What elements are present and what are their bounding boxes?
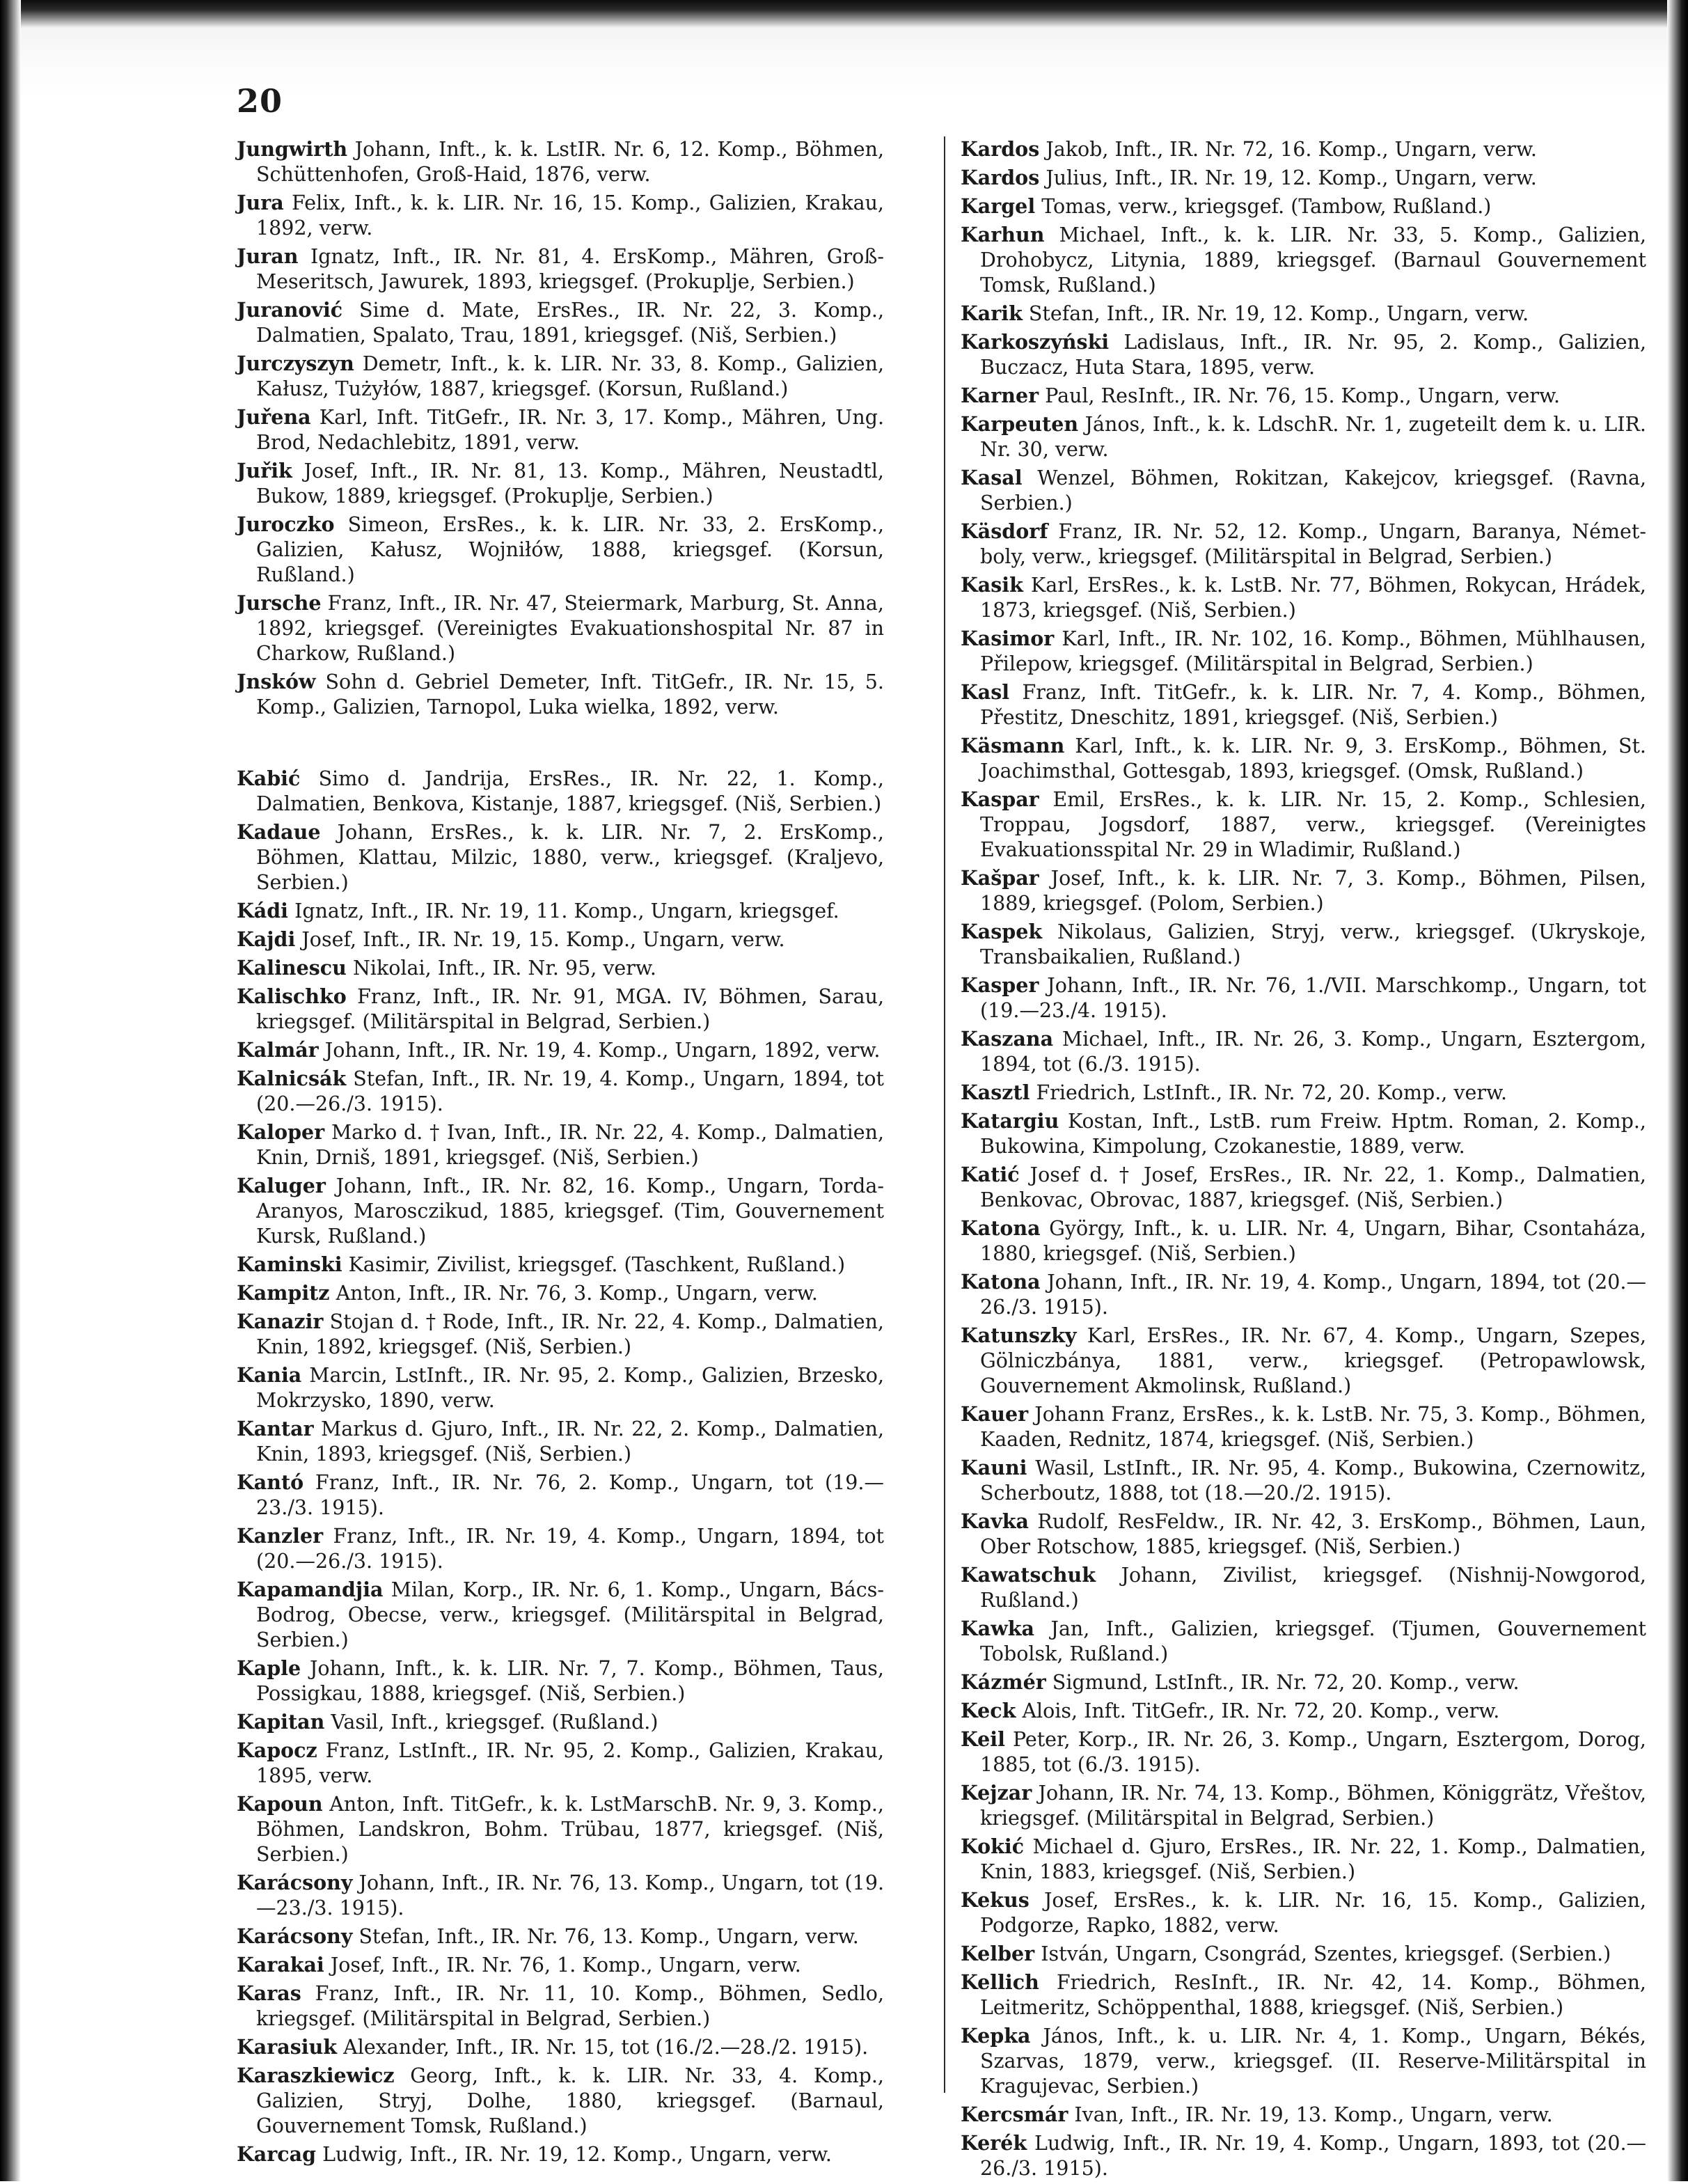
entry-details: Marcin, LstInft., IR. Nr. 95, 2. Komp., Galizien, Brzesko, Mokrzysko, 1890, verw. — [256, 1364, 884, 1412]
entry-details: Stojan d. † Rode, Inft., IR. Nr. 22, 4. Komp., Dalmatien, Knin, 1892, kriegsgef. (Niš, Serbien.) — [256, 1310, 884, 1358]
register-entry — [237, 297, 884, 348]
entry-surname: Kardos — [961, 166, 1040, 189]
entry-details: Wenzel, Böhmen, Rokitzan, Kakejcov, kriegsgef. (Ravna, Serbien.) — [980, 466, 1646, 514]
register-entry — [961, 1455, 1646, 1506]
register-entry — [961, 865, 1646, 916]
entry-details: Johann, Zivilist, kriegsgef. (Nishnij-Nowgorod, Rußland.) — [980, 1564, 1646, 1612]
entry-details: Sime d. Mate, ErsRes., IR. Nr. 22, 3. Komp., Dalmatien, Spalato, Trau, 1891, kriegsgef. (Niš, Serbien.) — [256, 299, 885, 347]
entry-surname: Karácsony — [237, 1871, 353, 1894]
register-entry — [237, 766, 884, 817]
register-entry — [961, 301, 1646, 327]
entry-details: Anton, Inft., IR. Nr. 76, 3. Komp., Ungarn, verw. — [336, 1282, 818, 1305]
entry-surname: Katunszky — [961, 1323, 1077, 1347]
register-entry — [237, 1924, 884, 1949]
entry-details: Karl, Inft., IR. Nr. 102, 16. Komp., Böhmen, Mühlhausen, Přilepow, kriegsgef. (Militärspital in Belgrad, Serbien.) — [980, 627, 1646, 675]
register-entry — [961, 329, 1646, 380]
register-entry — [237, 2142, 884, 2167]
entry-surname: Kalmár — [237, 1038, 319, 1062]
entry-surname: Kanazir — [237, 1310, 324, 1333]
register-entry — [961, 572, 1646, 623]
register-entry — [237, 1870, 884, 1921]
register-entry — [237, 1656, 884, 1706]
register-entry — [237, 819, 884, 895]
entry-details: Stefan, Inft., IR. Nr. 19, 4. Komp., Ungarn, 1894, tot (20.—26./3. 1915). — [256, 1067, 884, 1115]
entry-details: Stefan, Inft., IR. Nr. 19, 12. Komp., Ungarn, verw. — [1028, 302, 1529, 325]
register-entry — [237, 1066, 884, 1117]
entry-surname: Kázmér — [961, 1670, 1046, 1694]
entry-details: Johann, IR. Nr. 74, 13. Komp., Böhmen, Königgrätz, Vřeštov, kriegsgef. (Militärspital in Belgrad, Serbien.) — [980, 1782, 1647, 1830]
entry-surname: Kasl — [961, 680, 1010, 704]
register-entry — [961, 1616, 1646, 1667]
register-entry — [961, 2102, 1646, 2128]
register-entry — [961, 1887, 1646, 1938]
entry-surname: Karakai — [237, 1953, 324, 1977]
register-entry — [237, 984, 884, 1035]
entry-surname: Kania — [237, 1363, 302, 1387]
register-entry — [237, 927, 884, 952]
entry-surname: Kasztl — [961, 1081, 1030, 1104]
entry-surname: Kekus — [961, 1888, 1030, 1912]
register-entry — [237, 1791, 884, 1867]
entry-surname: Kaloper — [237, 1120, 325, 1144]
entry-surname: Kašpar — [961, 866, 1039, 890]
entry-details: Karl, ErsRes., IR. Nr. 67, 4. Komp., Ungarn, Szepes, Gölniczbánya, 1881, verw., kriegsgef. (Petropawlowsk, Gouvernement Akmolinsk, Rußland.) — [980, 1324, 1646, 1397]
entry-surname: Käsdorf — [961, 519, 1048, 543]
entry-surname: Käsmann — [961, 734, 1065, 757]
register-entry — [237, 1252, 884, 1278]
entry-surname: Kaszana — [961, 1027, 1054, 1051]
register-entry — [237, 1173, 884, 1249]
register-entry — [961, 626, 1646, 677]
entry-details: Ludwig, Inft., IR. Nr. 19, 12. Komp., Ungarn, verw. — [322, 2143, 832, 2166]
entry-details: Julius, Inft., IR. Nr. 19, 12. Komp., Ungarn, verw. — [1046, 166, 1537, 189]
entry-details: Ignatz, Inft., IR. Nr. 19, 11. Komp., Ungarn, kriegsgef. — [294, 899, 839, 922]
entry-surname: Kauer — [961, 1402, 1029, 1426]
register-entry — [961, 1269, 1646, 1320]
entry-details: Jakob, Inft., IR. Nr. 72, 16. Komp., Ungarn, verw. — [1046, 138, 1537, 161]
entry-details: Kostan, Inft., LstB. rum Freiw. Hptm. Roman, 2. Komp., Bukowina, Kimpolung, Czokanestie, 1889, verw. — [980, 1110, 1646, 1158]
entry-details: Franz, Inft., IR. Nr. 19, 4. Komp., Ungarn, 1894, tot (20.—26./3. 1915). — [256, 1525, 885, 1573]
entry-details: Johann, Inft., k. k. LstIR. Nr. 6, 12. Komp., Böhmen, Schüttenhofen, Groß-Haid, 1876, verw. — [256, 138, 885, 186]
register-entry — [237, 1280, 884, 1306]
entry-surname: Kaspek — [961, 920, 1043, 943]
entry-surname: Kardos — [961, 137, 1040, 161]
register-entry — [961, 411, 1646, 462]
register-entry — [237, 1738, 884, 1789]
register-entry — [961, 973, 1646, 1023]
entry-details: Sohn d. Gebriel Demeter, Inft. TitGefr., IR. Nr. 15, 5. Komp., Galizien, Tarnopol, Luka wielka, 1892, verw. — [256, 670, 884, 718]
entry-details: Franz, IR. Nr. 52, 12. Komp., Ungarn, Baranya, Német-boly, verw., kriegsgef. (Militärspital in Belgrad, Serbien.) — [980, 520, 1647, 568]
entry-details: Milan, Korp., IR. Nr. 6, 1. Komp., Ungarn, Bács-Bodrog, Obecse, verw., kriegsgef. (Militärspital in Belgrad, Serbien.) — [256, 1578, 884, 1651]
entry-surname: Kaspar — [961, 787, 1039, 811]
entry-details: Franz, Inft., IR. Nr. 76, 2. Komp., Ungarn, tot (19.—23./3. 1915). — [256, 1471, 884, 1519]
entry-details: Friedrich, ResInft., IR. Nr. 42, 14. Komp., Böhmen, Leitmeritz, Schöppenthal, 1888, kriegsgef. (Niš, Serbien.) — [980, 1971, 1646, 2019]
entry-surname: Kejzar — [961, 1781, 1032, 1805]
register-entry — [237, 898, 884, 924]
entry-surname: Kádi — [237, 899, 288, 922]
register-entry — [961, 2130, 1646, 2181]
entry-surname: Kaluger — [237, 1174, 326, 1197]
entry-surname: Kantar — [237, 1417, 314, 1440]
entry-details: Johann, ErsRes., k. k. LIR. Nr. 7, 2. ErsKomp., Böhmen, Klattau, Milzic, 1880, verw., kriegsgef. (Kraljevo, Serbien.) — [256, 821, 884, 894]
entry-details: Franz, Inft., IR. Nr. 91, MGA. IV, Böhmen, Sarau, kriegsgef. (Militärspital in Belgrad, Serbien.) — [256, 985, 885, 1033]
entry-details: Johann Franz, ErsRes., k. k. LstB. Nr. 75, 3. Komp., Böhmen, Kaaden, Rednitz, 1874, kriegsgef. (Niš, Serbien.) — [980, 1403, 1647, 1451]
register-entry — [237, 404, 884, 455]
entry-details: Michael d. Gjuro, ErsRes., IR. Nr. 22, 1. Komp., Dalmatien, Knin, 1883, kriegsgef. (Niš, Serbien.) — [980, 1835, 1646, 1883]
entries-right-list — [961, 136, 1646, 2181]
entry-details: Franz, Inft., IR. Nr. 11, 10. Komp., Böhmen, Sedlo, kriegsgef. (Militärspital in Belgrad, Serbien.) — [256, 1982, 884, 2030]
register-entry — [961, 1026, 1646, 1077]
entry-surname: Kapitan — [237, 1710, 325, 1734]
register-entry — [237, 190, 884, 241]
entry-surname: Kepka — [961, 2024, 1031, 2048]
register-entry — [961, 1970, 1646, 2020]
register-entry — [237, 1523, 884, 1574]
entry-surname: Kapoun — [237, 1792, 323, 1816]
entry-details: Karl, ErsRes., k. k. LstB. Nr. 77, Böhmen, Rokycan, Hrádek, 1873, kriegsgef. (Niš, Serbien.) — [980, 574, 1646, 622]
register-entry — [237, 1577, 884, 1653]
entry-details: Georg, Inft., k. k. LIR. Nr. 33, 4. Komp., Galizien, Stryj, Dolhe, 1880, kriegsgef. (Barnaul, Gouvernement Tomsk, Rußland.) — [256, 2064, 884, 2137]
entry-surname: Karner — [961, 384, 1039, 407]
register-entry — [961, 1162, 1646, 1213]
register-entry — [237, 1470, 884, 1521]
register-entry — [237, 1981, 884, 2032]
entry-details: Josef, Inft., IR. Nr. 81, 13. Komp., Mähren, Neustadtl, Bukow, 1889, kriegsgef. (Prokuplje, Serbien.) — [256, 459, 884, 508]
entry-details: Johann, Inft., IR. Nr. 82, 16. Komp., Ungarn, Torda-Aranyos, Marosczikud, 1885, kriegsgef. (Tim, Gouvernement Kursk, Rußland.) — [256, 1175, 884, 1248]
entry-details: Nikolai, Inft., IR. Nr. 95, verw. — [352, 957, 656, 980]
entry-surname: Jungwirth — [237, 137, 348, 161]
entry-surname: Kampitz — [237, 1281, 330, 1305]
entry-details: Paul, ResInft., IR. Nr. 76, 15. Komp., Ungarn, verw. — [1045, 384, 1561, 407]
register-entry — [961, 733, 1646, 784]
entry-surname: Kasimor — [961, 627, 1055, 650]
entry-surname: Kawka — [961, 1617, 1034, 1640]
entry-surname: Keck — [961, 1699, 1016, 1722]
register-entry — [237, 512, 884, 588]
entry-surname: Juroczko — [237, 512, 335, 536]
entry-surname: Kavka — [961, 1509, 1030, 1533]
entry-details: Stefan, Inft., IR. Nr. 76, 13. Komp., Ungarn, verw. — [358, 1925, 859, 1948]
entry-details: Alois, Inft. TitGefr., IR. Nr. 72, 20. Komp., verw. — [1022, 1699, 1500, 1722]
entry-details: Friedrich, LstInft., IR. Nr. 72, 20. Komp., verw. — [1036, 1081, 1508, 1104]
entry-surname: Katić — [961, 1163, 1020, 1186]
register-entry — [961, 1670, 1646, 1695]
entry-details: János, Inft., k. u. LIR. Nr. 4, 1. Komp., Ungarn, Békés, Szarvas, 1879, verw., kriegsgef. (II. Reserve-Militärspital in Kragujevac, Serbien.) — [980, 2025, 1646, 2098]
entry-surname: Karcag — [237, 2142, 316, 2166]
register-entry — [237, 458, 884, 509]
entry-details: Simo d. Jandrija, ErsRes., IR. Nr. 22, 1. Komp., Dalmatien, Benkova, Kistanje, 1887, kriegsgef. (Niš, Serbien.) — [256, 767, 884, 815]
column-divider — [944, 136, 945, 2093]
scan-shadow-right — [1667, 0, 1688, 2181]
entry-surname: Jura — [237, 191, 284, 214]
entry-surname: Karhun — [961, 223, 1045, 246]
entry-surname: Kellich — [961, 1970, 1039, 1994]
register-entry — [961, 1401, 1646, 1452]
entry-surname: Karácsony — [237, 1924, 353, 1948]
register-entry — [237, 351, 884, 402]
entry-details: Karl, Inft. TitGefr., IR. Nr. 3, 17. Komp., Mähren, Ung. Brod, Nedachlebitz, 1891, verw. — [256, 406, 885, 454]
register-entry — [237, 244, 884, 294]
register-entry — [961, 2023, 1646, 2099]
register-entry — [961, 519, 1646, 569]
register-entry — [961, 1562, 1646, 1613]
entry-details: István, Ungarn, Csongrád, Szentes, kriegsgef. (Serbien.) — [1041, 1942, 1611, 1965]
register-entry — [237, 1120, 884, 1170]
entry-details: Nikolaus, Galizien, Stryj, verw., kriegsgef. (Ukryskoje, Transbaikalien, Rußland.) — [980, 920, 1646, 968]
register-entry — [961, 222, 1646, 298]
entry-details: Johann, Inft., IR. Nr. 19, 4. Komp., Ungarn, 1894, tot (20.—26./3. 1915). — [980, 1271, 1646, 1319]
entry-surname: Kajdi — [237, 927, 296, 951]
entry-details: Peter, Korp., IR. Nr. 26, 3. Komp., Ungarn, Esztergom, Dorog, 1885, tot (6./3. 1915). — [980, 1728, 1646, 1776]
entry-details: Emil, ErsRes., k. k. LIR. Nr. 15, 2. Komp., Schlesien, Troppau, Jogsdorf, 1887, verw., kriegsgef. (Vereinigtes Evakuationsspital Nr. 29 in Wladimir, Rußland.) — [980, 788, 1646, 861]
entry-details: Markus d. Gjuro, Inft., IR. Nr. 22, 2. Komp., Dalmatien, Knin, 1893, kriegsgef. (Niš, Serbien.) — [256, 1417, 884, 1466]
right-column — [961, 136, 1646, 2184]
entry-surname: Kargel — [961, 194, 1036, 218]
register-entry — [961, 1323, 1646, 1399]
entry-details: Ladislaus, Inft., IR. Nr. 95, 2. Komp., Galizien, Buczacz, Huta Stara, 1895, verw. — [980, 331, 1647, 379]
register-entry — [961, 1780, 1646, 1831]
register-entry — [237, 1362, 884, 1413]
register-entry — [961, 383, 1646, 409]
register-entry — [961, 1080, 1646, 1106]
entry-surname: Kawatschuk — [961, 1563, 1096, 1587]
entry-surname: Juřena — [237, 405, 311, 429]
entry-details: Johann, Inft., IR. Nr. 76, 1./VII. Marschkomp., Ungarn, tot (19.—23./4. 1915). — [980, 974, 1646, 1022]
entry-details: Franz, LstInft., IR. Nr. 95, 2. Komp., Galizien, Krakau, 1895, verw. — [256, 1739, 885, 1787]
entries-k-list — [237, 766, 884, 2167]
entry-surname: Kauni — [961, 1456, 1027, 1479]
register-entry — [237, 1416, 884, 1467]
register-entry — [237, 1952, 884, 1978]
entry-details: Tomas, verw., kriegsgef. (Tambow, Rußland.) — [1041, 195, 1492, 218]
entry-details: Josef, Inft., IR. Nr. 76, 1. Komp., Ungarn, verw. — [330, 1954, 801, 1977]
entry-surname: Kasik — [961, 573, 1023, 597]
entry-details: Josef, Inft., IR. Nr. 19, 15. Komp., Ungarn, verw. — [301, 928, 785, 951]
entry-details: Alexander, Inft., IR. Nr. 15, tot (16./2.—28./2. 1915). — [343, 2036, 869, 2059]
entry-surname: Kalinescu — [237, 956, 347, 980]
entry-surname: Kasal — [961, 466, 1023, 489]
entry-details: Johann, Inft., IR. Nr. 19, 4. Komp., Ungarn, 1892, verw. — [324, 1039, 881, 1062]
entry-surname: Kelber — [961, 1942, 1035, 1965]
entry-surname: Katona — [961, 1216, 1041, 1240]
register-entry — [961, 194, 1646, 219]
entry-surname: Jursche — [237, 591, 322, 615]
register-entry — [961, 1727, 1646, 1777]
entry-details: Michael, Inft., k. k. LIR. Nr. 33, 5. Komp., Galizien, Drohobycz, Litynia, 1889, kriegsgef. (Barnaul Gouvernement Tomsk, Rußland.) — [980, 223, 1647, 297]
section-gap — [237, 723, 884, 766]
entries-j-list — [237, 136, 884, 720]
entry-surname: Karik — [961, 301, 1023, 325]
entry-details: Michael, Inft., IR. Nr. 26, 3. Komp., Ungarn, Esztergom, 1894, tot (6./3. 1915). — [980, 1028, 1646, 1076]
register-entry — [961, 1834, 1646, 1885]
register-entry — [961, 1509, 1646, 1560]
entry-surname: Juřik — [237, 459, 292, 482]
entry-surname: Kalischko — [237, 984, 347, 1008]
register-entry — [961, 1216, 1646, 1266]
entry-surname: Kantó — [237, 1470, 304, 1494]
register-entry — [237, 2034, 884, 2060]
entry-details: Marko d. † Ivan, Inft., IR. Nr. 22, 4. Komp., Dalmatien, Knin, Drniš, 1891, kriegsgef. (Niš, Serbien.) — [256, 1121, 885, 1169]
entry-details: Franz, Inft. TitGefr., k. k. LIR. Nr. 7, 4. Komp., Böhmen, Přestitz, Dneschitz, 1891, kriegsgef. (Niš, Serbien.) — [980, 681, 1646, 729]
register-entry — [961, 165, 1646, 191]
entry-details: György, Inft., k. u. LIR. Nr. 4, Ungarn, Bihar, Csontaháza, 1880, kriegsgef. (Niš, Serbien.) — [980, 1217, 1646, 1265]
entry-surname: Kapamandjia — [237, 1578, 384, 1601]
page-number: 20 — [237, 82, 283, 120]
entry-details: Ivan, Inft., IR. Nr. 19, 13. Komp., Ungarn, verw. — [1074, 2103, 1553, 2126]
entry-details: Johann, Inft., k. k. LIR. Nr. 7, 7. Komp., Böhmen, Taus, Possigkau, 1888, kriegsgef. (Niš, Serbien.) — [256, 1657, 884, 1705]
register-entry — [961, 465, 1646, 516]
entry-surname: Karpeuten — [961, 412, 1079, 436]
entry-surname: Karaszkiewicz — [237, 2064, 395, 2087]
entry-surname: Katargiu — [961, 1109, 1059, 1133]
entry-surname: Juran — [237, 244, 299, 268]
entry-surname: Keil — [961, 1727, 1005, 1751]
left-column — [237, 136, 884, 2170]
entry-surname: Kaple — [237, 1656, 301, 1680]
entry-details: Rudolf, ResFeldw., IR. Nr. 42, 3. ErsKomp., Böhmen, Laun, Ober Rotschow, 1885, kriegsgef. (Niš, Serbien.) — [980, 1510, 1647, 1558]
entry-surname: Kadaue — [237, 820, 321, 844]
entry-surname: Kanzler — [237, 1524, 324, 1548]
scan-shadow-left — [0, 0, 21, 2181]
register-entry — [237, 955, 884, 981]
register-entry — [237, 1309, 884, 1360]
entry-surname: Jnsków — [237, 670, 316, 693]
entry-surname: Juranović — [237, 298, 343, 322]
entry-details: Wasil, LstInft., IR. Nr. 95, 4. Komp., Bukowina, Czernowitz, Scherboutz, 1888, tot (18.—20./2. 1915). — [980, 1456, 1647, 1505]
entry-surname: Karasiuk — [237, 2035, 338, 2059]
register-entry — [237, 590, 884, 666]
register-entry — [961, 679, 1646, 730]
register-entry — [961, 1698, 1646, 1724]
entry-surname: Kokić — [961, 1835, 1025, 1858]
entry-details: Josef, ErsRes., k. k. LIR. Nr. 16, 15. Komp., Galizien, Podgorze, Rapko, 1882, verw. — [980, 1889, 1647, 1937]
register-entry — [237, 1037, 884, 1063]
register-entry — [961, 919, 1646, 970]
entry-surname: Kercsmár — [961, 2103, 1068, 2126]
entry-details: Felix, Inft., k. k. LIR. Nr. 16, 15. Komp., Galizien, Krakau, 1892, verw. — [256, 191, 884, 239]
entry-details: Anton, Inft. TitGefr., k. k. LstMarschB. Nr. 9, 3. Komp., Böhmen, Landskron, Bohm. Trübau, 1877, kriegsgef. (Niš, Serbien.) — [256, 1793, 884, 1866]
register-entry — [237, 669, 884, 720]
entry-details: Josef d. † Josef, ErsRes., IR. Nr. 22, 1. Komp., Dalmatien, Benkovac, Obrovac, 1887, kriegsgef. (Niš, Serbien.) — [980, 1163, 1646, 1211]
register-entry — [961, 787, 1646, 863]
register-entry — [237, 1709, 884, 1735]
entry-surname: Katona — [961, 1270, 1041, 1294]
entry-details: Josef, Inft., k. k. LIR. Nr. 7, 3. Komp., Böhmen, Pilsen, 1889, kriegsgef. (Polom, Serbien.) — [980, 867, 1647, 915]
entry-details: János, Inft., k. k. LdschR. Nr. 1, zugeteilt dem k. u. LIR. Nr. 30, verw. — [980, 413, 1646, 461]
entry-details: Vasil, Inft., kriegsgef. (Rußland.) — [331, 1711, 658, 1734]
entry-surname: Karkoszyński — [961, 330, 1110, 354]
entry-details: Ignatz, Inft., IR. Nr. 81, 4. ErsKomp., Mähren, Groß-Meseritsch, Jawurek, 1893, kriegsgef. (Prokuplje, Serbien.) — [256, 245, 884, 293]
entry-surname: Kaminski — [237, 1252, 342, 1276]
entry-surname: Kerék — [961, 2131, 1027, 2155]
entry-surname: Jurczyszyn — [237, 352, 354, 375]
register-entry — [237, 136, 884, 187]
entry-details: Kasimir, Zivilist, kriegsgef. (Taschkent, Rußland.) — [348, 1253, 846, 1276]
entry-details: Jan, Inft., Galizien, kriegsgef. (Tjumen, Gouvernement Tobolsk, Rußland.) — [980, 1617, 1646, 1665]
entry-details: Simeon, ErsRes., k. k. LIR. Nr. 33, 2. ErsKomp., Galizien, Kałusz, Wojniłów, 1888, kriegsgef. (Korsun, Rußland.) — [256, 513, 884, 586]
register-entry — [961, 136, 1646, 162]
register-entry — [961, 1108, 1646, 1159]
entry-details: Karl, Inft., k. k. LIR. Nr. 9, 3. ErsKomp., Böhmen, St. Joachimsthal, Gottesgab, 1893, kriegsgef. (Omsk, Rußland.) — [980, 734, 1646, 783]
entry-details: Sigmund, LstInft., IR. Nr. 72, 20. Komp., verw. — [1052, 1671, 1520, 1694]
entry-details: Franz, Inft., IR. Nr. 47, Steiermark, Marburg, St. Anna, 1892, kriegsgef. (Vereinigtes Evakuationshospital Nr. 87 in Charkow, Rußland.) — [256, 592, 884, 665]
register-entry — [237, 2063, 884, 2139]
entry-details: Demetr, Inft., k. k. LIR. Nr. 33, 8. Komp., Galizien, Kałusz, Tużyłów, 1887, kriegsgef. (Korsun, Rußland.) — [256, 352, 885, 400]
entry-surname: Kabić — [237, 767, 301, 790]
entry-details: Johann, Inft., IR. Nr. 76, 13. Komp., Ungarn, tot (19.—23./3. 1915). — [256, 1871, 885, 1919]
entry-surname: Karas — [237, 1981, 301, 2005]
register-entry — [961, 1941, 1646, 1967]
entry-surname: Kasper — [961, 973, 1039, 997]
entry-details: Ludwig, Inft., IR. Nr. 19, 4. Komp., Ungarn, 1893, tot (20.—26./3. 1915). — [980, 2132, 1647, 2180]
entry-surname: Kapocz — [237, 1738, 317, 1762]
entry-surname: Kalnicsák — [237, 1067, 347, 1090]
